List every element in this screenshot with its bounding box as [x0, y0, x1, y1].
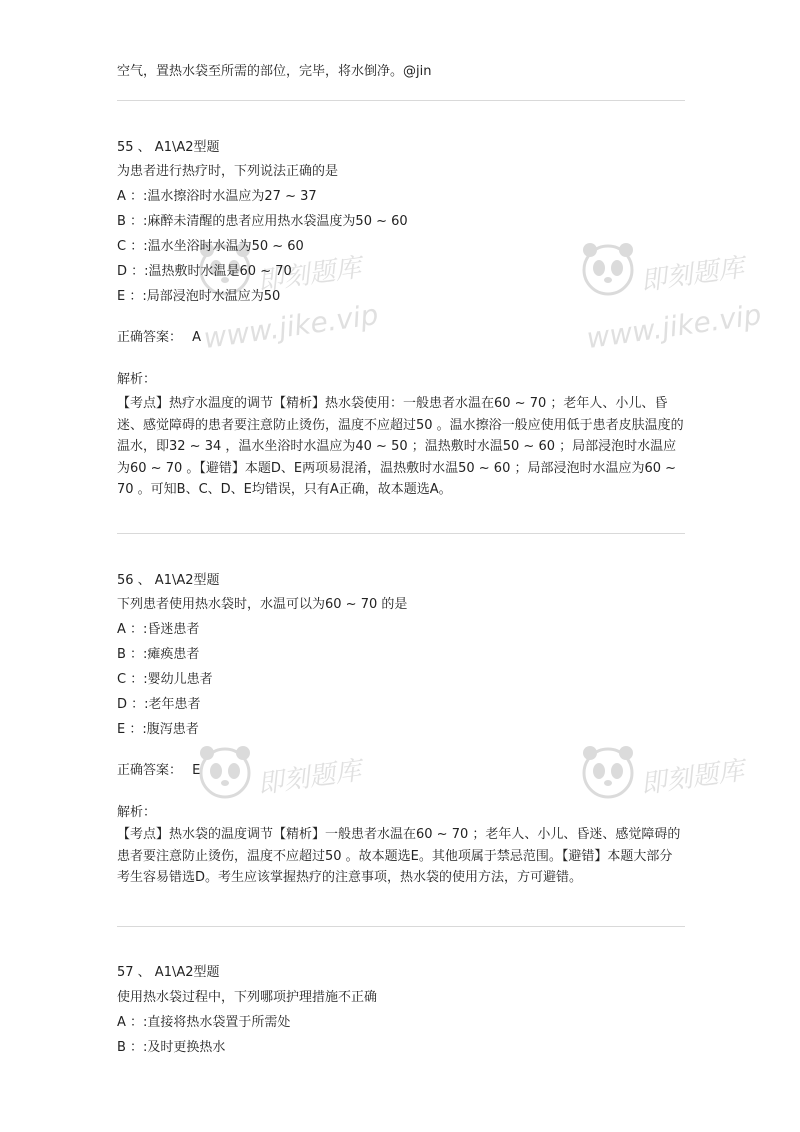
divider [117, 100, 685, 101]
watermark-brand: 即刻题库 [255, 252, 363, 298]
question-stem: 下列患者使用热水袋时，水温可以为60 ~ 70 的是 [117, 597, 408, 612]
option-b: B ：:麻醉未清醒的患者应用热水袋温度为50 ~ 60 [117, 214, 408, 229]
answer-label: 正确答案： [117, 330, 183, 345]
answer-value: A [192, 330, 202, 345]
option-e: E ：:腹泻患者 [117, 722, 199, 737]
question-header: 55 、 A1\A2型题 [117, 140, 220, 155]
option-a: A ：:昏迷患者 [117, 622, 200, 637]
question-header: 57 、 A1\A2型题 [117, 965, 220, 980]
watermark-url: www.jike.vip [584, 297, 764, 356]
analysis-label: 解析： [117, 372, 157, 387]
option-b: B ：:及时更换热水 [117, 1040, 226, 1055]
answer-row [117, 763, 200, 779]
option-e: E ：:局部浸泡时水温应为50 [117, 289, 281, 304]
option-c: C ：:婴幼儿患者 [117, 672, 213, 687]
option-d: D ：:温热敷时水温是60 ~ 70 [117, 264, 292, 279]
watermark-brand: 即刻题库 [638, 252, 746, 298]
answer-row [117, 330, 201, 346]
answer-value: E [192, 763, 201, 778]
analysis-text: 【考点】热水袋的温度调节【精析】一般患者水温在60 ~ 70 ；老年人、小儿、昏迷、感觉障碍的患者要注意防止烫伤，温度不应超过50 。故本题选E。其他项属于禁忌范围。【避错】本题大部分考生容易错选D。考生应该掌握热疗的注意事项，热水袋的使用方法，方可避错。 [117, 827, 681, 885]
panda-logo-icon [578, 238, 638, 298]
option-c: C ：:温水坐浴时水温为50 ~ 60 [117, 239, 304, 254]
watermark [578, 232, 800, 372]
question-header: 56 、 A1\A2型题 [117, 573, 220, 588]
watermark-brand: 即刻题库 [638, 755, 746, 801]
option-b: B ：:瘫痪患者 [117, 647, 200, 662]
intro-tail-text: 空气，置热水袋至所需的部位，完毕，将水倒净。@jin [117, 64, 432, 79]
watermark-url: www.jike.vip [201, 297, 381, 356]
panda-logo-icon [195, 741, 255, 801]
divider [117, 926, 685, 927]
analysis-label: 解析： [117, 805, 157, 820]
panda-logo-icon [578, 741, 638, 801]
option-a: A ：:温水擦浴时水温应为27 ~ 37 [117, 189, 317, 204]
question-stem: 使用热水袋过程中，下列哪项护理措施不正确 [117, 990, 378, 1005]
option-a: A ：:直接将热水袋置于所需处 [117, 1015, 291, 1030]
watermark-brand: 即刻题库 [255, 755, 363, 801]
answer-label: 正确答案： [117, 763, 183, 778]
divider [117, 533, 685, 534]
analysis-text: 【考点】热疗水温度的调节【精析】热水袋使用：一般患者水温在60 ~ 70 ；老年人、小儿、昏迷、感觉障碍的患者要注意防止烫伤，温度不应超过50 。温水擦浴一般应使用低于患者皮肤温度的温水，即32 ~ 34 ，温水坐浴时水温应为40 ~ 50 ；温热敷时水温50 ~ 60 ；局部浸泡时水温应为60 ~ 70 。【避错】本题D、E两项易混淆，温热敷时水温50 ~ 60 ；局部浸泡时水温应为60 ~ 70 。可知B、C、D、E均错误，只有A正确，故本题选A。 [117, 396, 684, 497]
option-d: D ：:老年患者 [117, 697, 201, 712]
question-stem: 为患者进行热疗时，下列说法正确的是 [117, 164, 339, 179]
